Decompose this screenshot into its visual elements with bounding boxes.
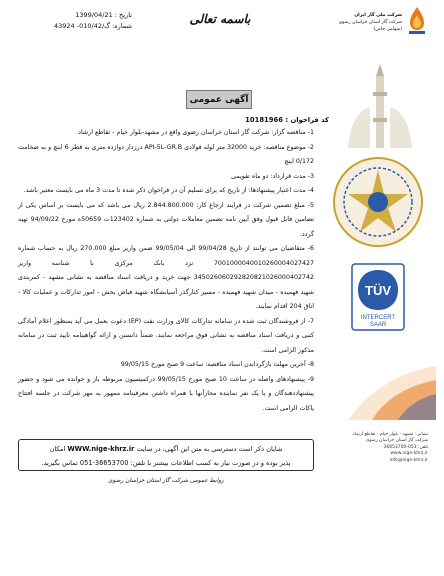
emblem-icon — [330, 154, 426, 250]
contact-text-b: امکان — [49, 445, 66, 453]
tuv-sub2: SAAR — [369, 322, 387, 328]
number-label: شماره: — [112, 22, 132, 30]
address-line-5: info@nige-khrz.ir — [389, 457, 428, 463]
org-name: شرکت ملی گاز ایران — [354, 13, 402, 18]
org-text — [332, 12, 402, 33]
minaret-icon — [340, 62, 420, 152]
date-line — [22, 10, 132, 21]
contact-text-a: شایان ذکر است دسترسی به متن این آگهی، در سایت — [136, 445, 283, 453]
contact-line-2: پذیر بوده و در صورت نیاز به کسب اطلاعات بیشتر با تلفن: 36653700-051 تماس بگیرید. — [41, 459, 291, 467]
notice-body — [18, 126, 314, 416]
notice-item-2: 2- موضوع مناقصه: خرید 32000 متر لوله فولادی API-5L-GR.B درزدار دوازده متری به قطر 6 اینچ و به ضخامت 0/172 اینچ — [18, 143, 315, 165]
footer-signature: روابط عمومی شرکت گاز استان خراسان رضوی — [108, 478, 224, 484]
address-line-2: شرکت گاز استان خراسان رضوی — [365, 438, 428, 444]
notice-item-7: 7- از فروشندگان ثبت شده در سامانه تدارکات کالای وزارت نفت (EP) دعوت بعمل می آید بمنظور اعلام آمادگی کتبی و دریافت اسناد مناقصه به نشانی فوق مراجعه نمایند. ضمناً دانستن و ارائه گواهینامه تایید ثبت در سامانه مذکور الزامی است. — [18, 317, 314, 354]
number-line — [22, 21, 132, 32]
header-meta — [22, 10, 132, 32]
address-line-1: نشانی: مشهد - بلوار خیام - تقاطع ارشاد — [352, 432, 428, 437]
notice-item-6: 6- متقاضیان می توانند از تاریخ 99/04/28 الی 99/05/04 ضمن واریز مبلغ 270.000 ریال به حساب شماره 7001000040010260004027427 نزد بانک مرکزی با شناسه واریز 345026060292820821026000402742 جهت خرید و دریافت اسناد مناقصه به نشانی مشهد - کمربندی شهید فهمیده - میدان شهید فهمیده - مسیر کنارگذر آسیابشگاه شهید فیاض بخش - امور تدارکات و عملیات کالا - اتاق 204 اقدام نمایند. — [18, 245, 315, 310]
contact-box — [18, 439, 314, 471]
date-label: تاریخ : — [114, 11, 132, 19]
side-address — [328, 432, 428, 464]
address-line-4: www.nige-khrz.ir — [390, 451, 428, 457]
notice-item-8: 8- آخرین مهلت بازگرداندن اسناد مناقصه: ساعت 9 صبح مورخ 99/05/15 — [120, 361, 314, 368]
notice-item-3: 3- مدت قرارداد: دو ماه تقویمی — [231, 172, 314, 180]
date-value: 1399/04/21 — [75, 11, 113, 19]
org-sub1: شرکت گاز استان خراسان رضوی — [338, 20, 402, 25]
call-number-line — [199, 116, 329, 124]
tuv-certification-icon — [350, 262, 406, 332]
notice-item-5: 5- مبلغ تضمین شرکت در فرایند ارجاع کار: 2.844.800.000 ریال می باشد که می بایست بر اساس یکی از تضامین قابل قبول وفق آیین نامه تضمین معاملات دولتی به شماره 123402ت 50659ه مورخ 94/09/22 تهیه گردد. — [18, 201, 314, 238]
tuv-sub1: INTERCERT — [360, 315, 396, 321]
call-label: کد فراخوان : — [285, 116, 329, 124]
tuv-text: TÜV — [365, 283, 391, 298]
basmala: باسمه تعالی — [189, 12, 251, 26]
nioc-flame-icon — [406, 6, 428, 36]
notice-item-4: 4- مدت اعتبار پیشنهادها: از تاریخ که برای تسلیم آن در فراخوان ذکر شده تا مدت 3 ماه می بایست معتبر باشد. — [23, 187, 314, 194]
website-link[interactable]: WWW.nige-khrz.ir — [67, 445, 135, 453]
number-value: گ/010/42- 43924 — [54, 22, 110, 30]
org-sub2: (سهامی خاص) — [373, 27, 402, 32]
call-number: 10181966 — [245, 116, 283, 124]
company-logo — [330, 6, 432, 56]
decorative-sidebar — [326, 62, 436, 562]
contact-line-1 — [19, 442, 313, 456]
notice-title: آگهی عمومی — [186, 90, 252, 109]
notice-item-1: 1- مناقصه گزار: شرکت گاز استان خراسان رضوی واقع در مشهد-بلوار خیام - تقاطع ارشاد — [78, 129, 314, 136]
address-line-3: تلفن: 051-36653700 — [383, 444, 428, 450]
swoosh-decoration-icon — [328, 362, 436, 422]
notice-item-9: 9- پیشنهادهای واصله در ساعت 10 صبح مورخ 99/05/15 درکمیسیون مربوطه باز و خوانده می شود و حضور پیشنهاددهندگان و یا یک نفر نماینده مجازآنها با همراه داشتن معرفینامه ممهور به مهر شرکت در جلسه افتتاح پاکات الزامی است. — [18, 375, 314, 412]
